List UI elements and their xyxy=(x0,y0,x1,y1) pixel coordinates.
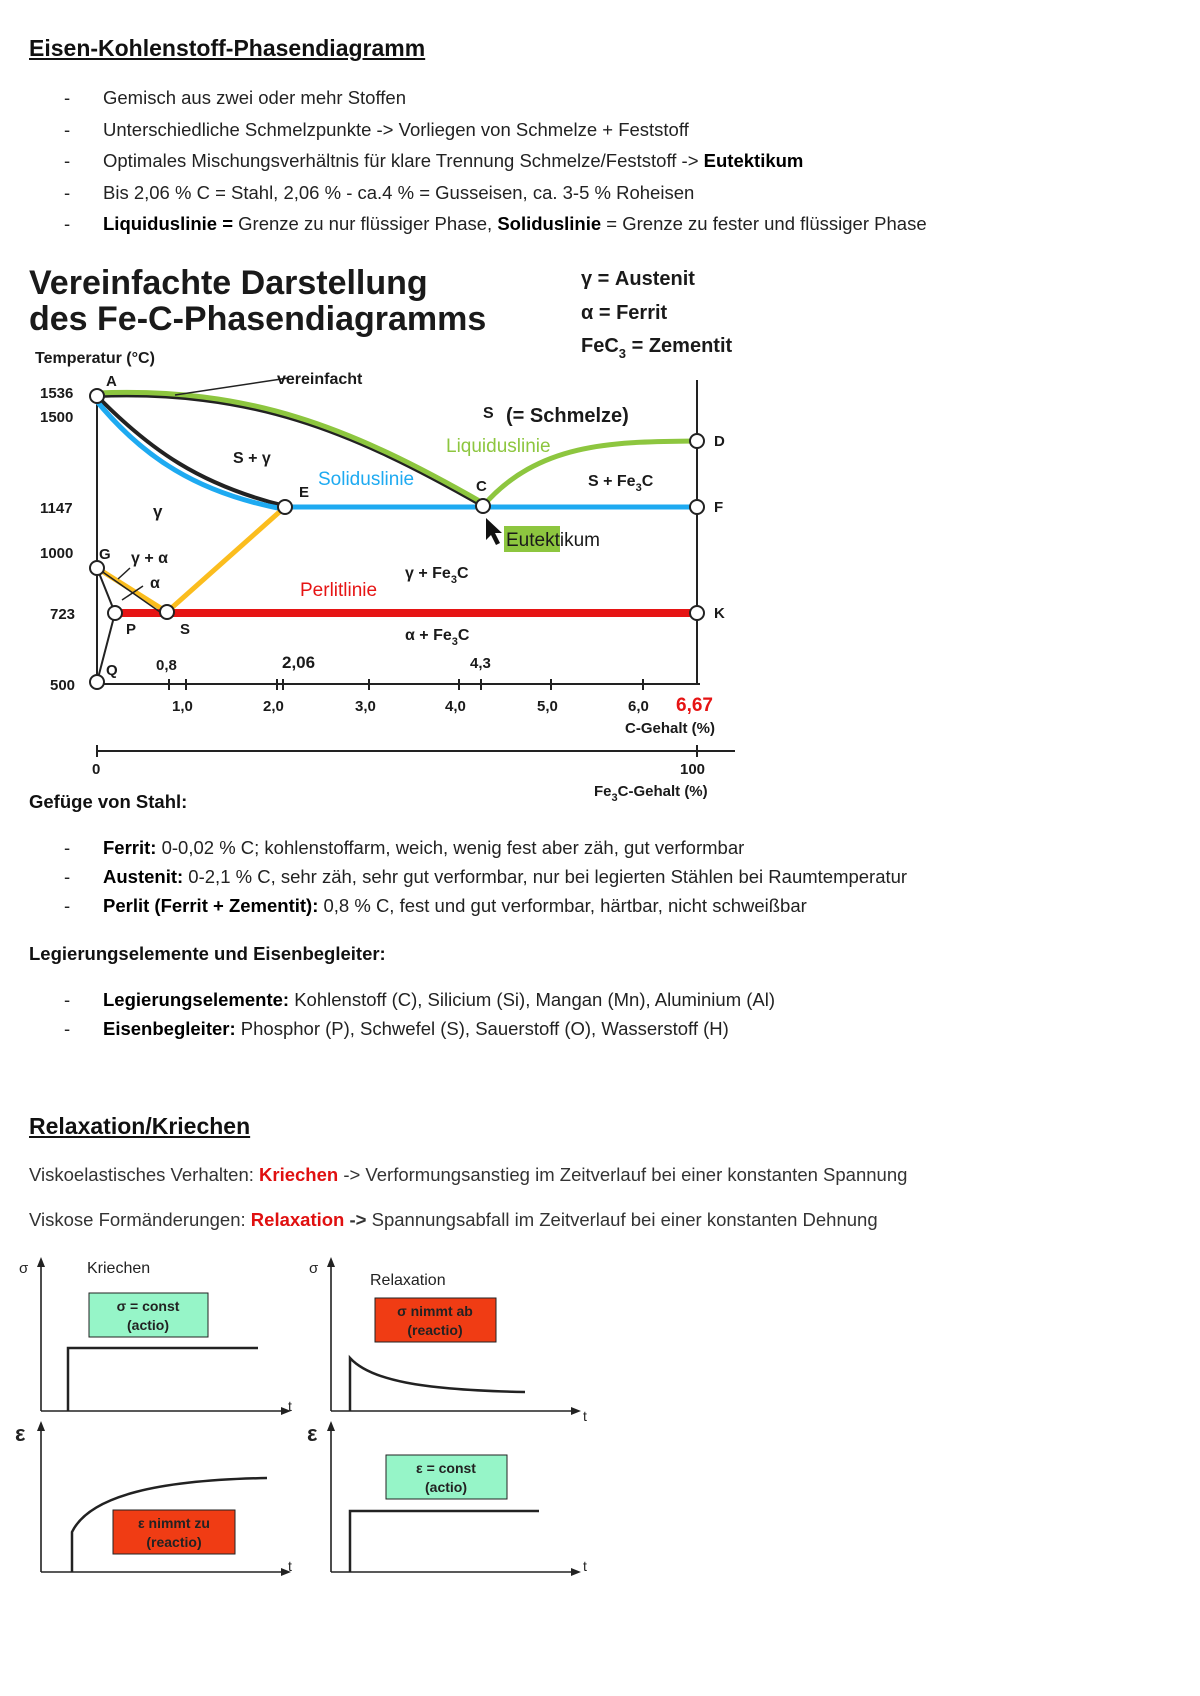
diagram-title-line-1: Vereinfachte Darstellung xyxy=(29,264,428,302)
legend-fe3c: FeC$_3$ = Zementit xyxy=(581,335,733,361)
gamma-label: γ xyxy=(153,502,163,521)
legierung-item: - Legierungselemente: Kohlenstoff (C), Silicium (Si), Mangan (Mn), Aluminium (Al) xyxy=(64,989,776,1010)
gefuege-item: - Perlit (Ferrit + Zementit): 0,8 % C, fest und gut verformbar, härtbar, nicht schweißbar xyxy=(64,895,807,916)
svg-text:ε nimmt zu: ε nimmt zu xyxy=(138,1515,210,1531)
bullet-item: - Liquiduslinie = Grenze zu nur flüssiger Phase, Soliduslinie = Grenze zu fester und flüssiger Phase xyxy=(64,213,927,234)
liquidus-line-left xyxy=(97,395,483,506)
point-label: P xyxy=(126,621,137,638)
s-label: S xyxy=(483,405,494,422)
x-tick-label: 4,0 xyxy=(445,698,466,715)
x-tick-label: 5,0 xyxy=(537,698,558,715)
point-s xyxy=(160,605,174,619)
svg-text:(actio): (actio) xyxy=(127,1317,169,1333)
legierung-item: - Eisenbegleiter: Phosphor (P), Schwefel (S), Sauerstoff (O), Wasserstoff (H) xyxy=(64,1018,729,1039)
t-label: t xyxy=(288,1398,292,1414)
svg-text:ε = const: ε = const xyxy=(416,1460,476,1476)
perlit-label: Perlitlinie xyxy=(300,580,378,601)
point-k xyxy=(690,606,704,620)
y-tick-label: 1536 xyxy=(40,385,74,402)
bullet-item: - Optimales Mischungsverhältnis für klare Trennung Schmelze/Feststoff -> Eutektikum xyxy=(64,150,804,171)
eps-label: ε xyxy=(307,1421,318,1446)
point-g xyxy=(90,561,104,575)
y-tick-label: 723 xyxy=(50,606,76,623)
point-label: E xyxy=(299,484,310,501)
gamma-alpha-label: γ + α xyxy=(131,550,168,567)
legierung-list xyxy=(0,988,775,1046)
relaxation-title: Relaxation xyxy=(370,1272,446,1289)
section-title-fe-c: Eisen-Kohlenstoff-Phasendiagramm xyxy=(29,35,426,61)
svg-text:σ nimmt ab: σ nimmt ab xyxy=(397,1303,473,1319)
gefuege-item: - Ferrit: 0-0,02 % C; kohlenstoffarm, weich, wenig fest aber zäh, gut verformbar xyxy=(64,837,745,858)
y-tick-label: 500 xyxy=(50,677,76,694)
gefuege-item: - Austenit: 0-2,1 % C, sehr zäh, sehr gut verformbar, nur bei legierten Stählen bei Raumtemperatur xyxy=(64,866,908,887)
phase-points xyxy=(90,389,704,689)
x-max-label: 6,67 xyxy=(676,695,713,716)
point-q xyxy=(90,675,104,689)
point-label: F xyxy=(714,499,724,516)
bullet-item: - Unterschiedliche Schmelzpunkte -> Vorliegen von Schmelze + Feststoff xyxy=(64,118,689,140)
point-label: S xyxy=(180,621,191,638)
x-axis-title: C-Gehalt (%) xyxy=(625,720,715,737)
intro-bullet-list xyxy=(0,86,927,244)
diagram-title-line-2: des Fe-C-Phasendiagramms xyxy=(29,300,487,338)
legend-gamma: γ = Austenit xyxy=(581,268,695,290)
fe-c-phase-diagram xyxy=(0,250,760,810)
x-special-label: 4,3 xyxy=(470,655,491,672)
liquidus-label: Liquiduslinie xyxy=(446,436,551,457)
sigma-label: σ xyxy=(19,1260,29,1277)
point-label: G xyxy=(99,546,111,563)
point-label: K xyxy=(714,605,725,622)
gamma-fe3c-label: $\gamma + Fe_3C$ xyxy=(405,565,469,586)
x-special-label: 2,06 xyxy=(282,653,316,672)
curve-sigma-decay xyxy=(350,1358,525,1411)
alpha-label: α xyxy=(150,575,160,592)
legend-alpha: α = Ferrit xyxy=(581,302,668,324)
svg-text:(actio): (actio) xyxy=(425,1479,467,1495)
alpha-fe3c-label: $\alpha + Fe_3C$ xyxy=(405,627,470,648)
x-tick-label: 3,0 xyxy=(355,698,376,715)
point-label: C xyxy=(476,478,487,495)
solidus-label: Soliduslinie xyxy=(318,469,415,490)
svg-text:σ = const: σ = const xyxy=(116,1298,180,1314)
x-special-label: 0,8 xyxy=(156,657,177,674)
kriechen-title: Kriechen xyxy=(87,1260,151,1277)
curve-sigma-const xyxy=(68,1348,258,1411)
t-label: t xyxy=(583,1558,587,1574)
x-tick-label: 1,0 xyxy=(172,698,193,715)
eps-label: ε xyxy=(15,1421,26,1446)
point-f xyxy=(690,500,704,514)
fe3c-axis-start: 0 xyxy=(92,761,101,778)
point-p xyxy=(108,606,122,620)
point-c xyxy=(476,499,490,513)
sigma-label: σ xyxy=(309,1260,319,1277)
svg-text:(reactio): (reactio) xyxy=(407,1322,463,1338)
curve-eps-const xyxy=(350,1511,539,1572)
t-label: t xyxy=(583,1408,587,1424)
s-fe3c-label: $S + Fe_3C$ xyxy=(588,473,654,494)
legierung-heading: Legierungselemente und Eisenbegleiter: xyxy=(29,943,386,964)
section-title-relaxation: Relaxation/Kriechen xyxy=(29,1113,251,1139)
point-label: D xyxy=(714,433,725,450)
y-tick-label: 1000 xyxy=(40,545,74,562)
y-axis-title: Temperatur (°C) xyxy=(35,350,155,367)
point-a xyxy=(90,389,104,403)
gefuege-list xyxy=(0,836,907,923)
gefuege-heading: Gefüge von Stahl: xyxy=(29,791,188,812)
vereinfacht-label: vereinfacht xyxy=(277,371,363,388)
x-tick-label: 2,0 xyxy=(263,698,284,715)
fe3c-axis-title: $Fe_3C$-Gehalt (%) xyxy=(594,783,708,804)
cursor-icon xyxy=(486,518,502,545)
x-tick-label: 6,0 xyxy=(628,698,649,715)
se-line xyxy=(167,507,285,612)
svg-text:(reactio): (reactio) xyxy=(146,1534,202,1550)
point-label: A xyxy=(106,373,117,390)
relaxation-definition: Viskose Formänderungen: Relaxation -> Spannungsabfall im Zeitverlauf bei einer konstanten Dehnung xyxy=(29,1209,878,1230)
kriechen-definition: Viskoelastisches Verhalten: Kriechen -> Verformungsanstieg im Zeitverlauf bei einer konstanten Spannung xyxy=(29,1164,908,1185)
point-label: Q xyxy=(106,662,118,679)
y-tick-label: 1147 xyxy=(40,500,73,517)
creep-relaxation-graphs xyxy=(0,1250,620,1590)
bullet-item: - Bis 2,06 % C = Stahl, 2,06 % - ca.4 % = Gusseisen, ca. 3-5 % Roheisen xyxy=(64,181,695,203)
bullet-item: - Gemisch aus zwei oder mehr Stoffen xyxy=(64,87,406,108)
schmelze-label: (= Schmelze) xyxy=(506,405,629,427)
y-tick-label: 1500 xyxy=(40,409,74,426)
point-e xyxy=(278,500,292,514)
t-label: t xyxy=(288,1558,292,1574)
s-gamma-label: S + γ xyxy=(233,450,271,467)
point-d xyxy=(690,434,704,448)
vereinfacht-pointer xyxy=(175,378,288,395)
eutektikum-label: Eutektikum xyxy=(506,530,600,551)
fe3c-axis-end: 100 xyxy=(680,761,706,778)
